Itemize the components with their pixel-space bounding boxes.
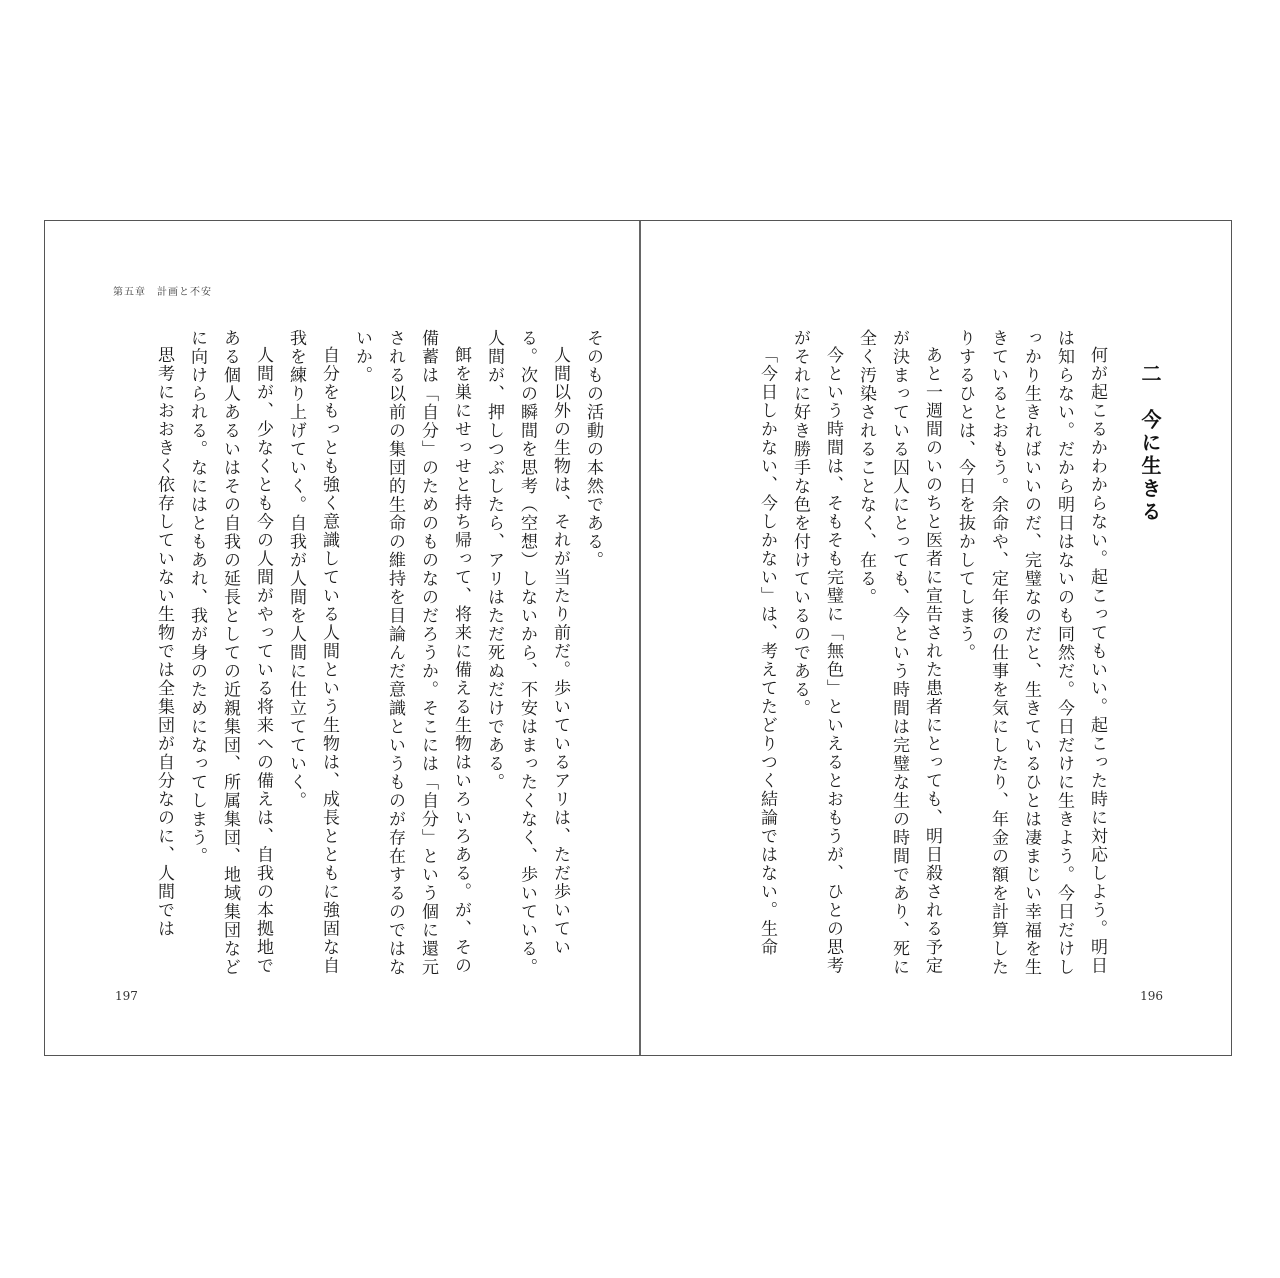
right-page bbox=[641, 221, 1231, 1055]
paragraph: 餌を巣にせっせと持ち帰って、将来に備える生物はいろいろある。が、その備蓄は「自分」のためのものなのだろうか。そこには「自分」という個に還元される以前の集団的生命の維持を目論んだ意識というものが存在するのではないか。 bbox=[352, 329, 471, 977]
page-number: 197 bbox=[115, 989, 138, 1003]
paragraph: 自分をもっとも強く意識している人間という生物は、成長とともに強固な自我を練り上げていく。自我が人間を人間に仕立てていく。 bbox=[286, 329, 339, 975]
paragraph: 「今日しかない、今しかない」は、考えてたどりつく結論ではない。生命 bbox=[757, 346, 777, 957]
running-head: 第五章 計画と不安 bbox=[113, 287, 212, 298]
left-page-body bbox=[139, 329, 609, 979]
section-title: 二 今に生きる bbox=[1138, 363, 1162, 524]
paragraph: 今という時間は、そもそも完璧に「無色」といえるとおもうが、ひとの思考がそれに好き勝手な色を付けているのである。 bbox=[790, 329, 843, 975]
paragraph: 何が起こるかわからない。起こってもいい。起こった時に対応しよう。明日は知らない。だから明日はないのも同然だ。今日だけに生きよう。今日だけしっかり生きればいいのだ、完璧なのだと、生きているひとは凄まじい幸福を生きているとおもう。余命や、定年後の仕事を気にしたり、年金の額を計算したりするひとは、今日を抜かしてしまう。 bbox=[955, 329, 1107, 977]
book-spread bbox=[44, 220, 1232, 1056]
paragraph: 思考におおきく依存していない生物では全集団が自分なのに、人間では bbox=[154, 346, 174, 938]
paragraph: 人間が、少なくとも今の人間がやっている将来への備えは、自我の本拠地である個人あるいはその自我の延長としての近親集団、所属集団、地域集団などに向けられる。なにはともあれ、我が身のためになってしまう。 bbox=[187, 329, 273, 977]
paragraph: 人間以外の生物は、それが当たり前だ。歩いているアリは、ただ歩いている。次の瞬間を思考（空想）しないから、不安はまったくなく、歩いている。人間が、押しつぶしたら、アリはただ死ぬだけである。 bbox=[484, 329, 570, 977]
right-page-body bbox=[753, 329, 1113, 979]
paragraph: あと一週間のいのちと医者に宣告された患者にとっても、明日殺される予定が決まっている囚人にとっても、今という時間は完璧な生の時間であり、死に全く汚染されることなく、在る。 bbox=[856, 329, 942, 977]
paragraph: そのもの活動の本然である。 bbox=[583, 329, 603, 570]
page-number: 196 bbox=[1140, 989, 1163, 1003]
left-page bbox=[45, 221, 639, 1055]
